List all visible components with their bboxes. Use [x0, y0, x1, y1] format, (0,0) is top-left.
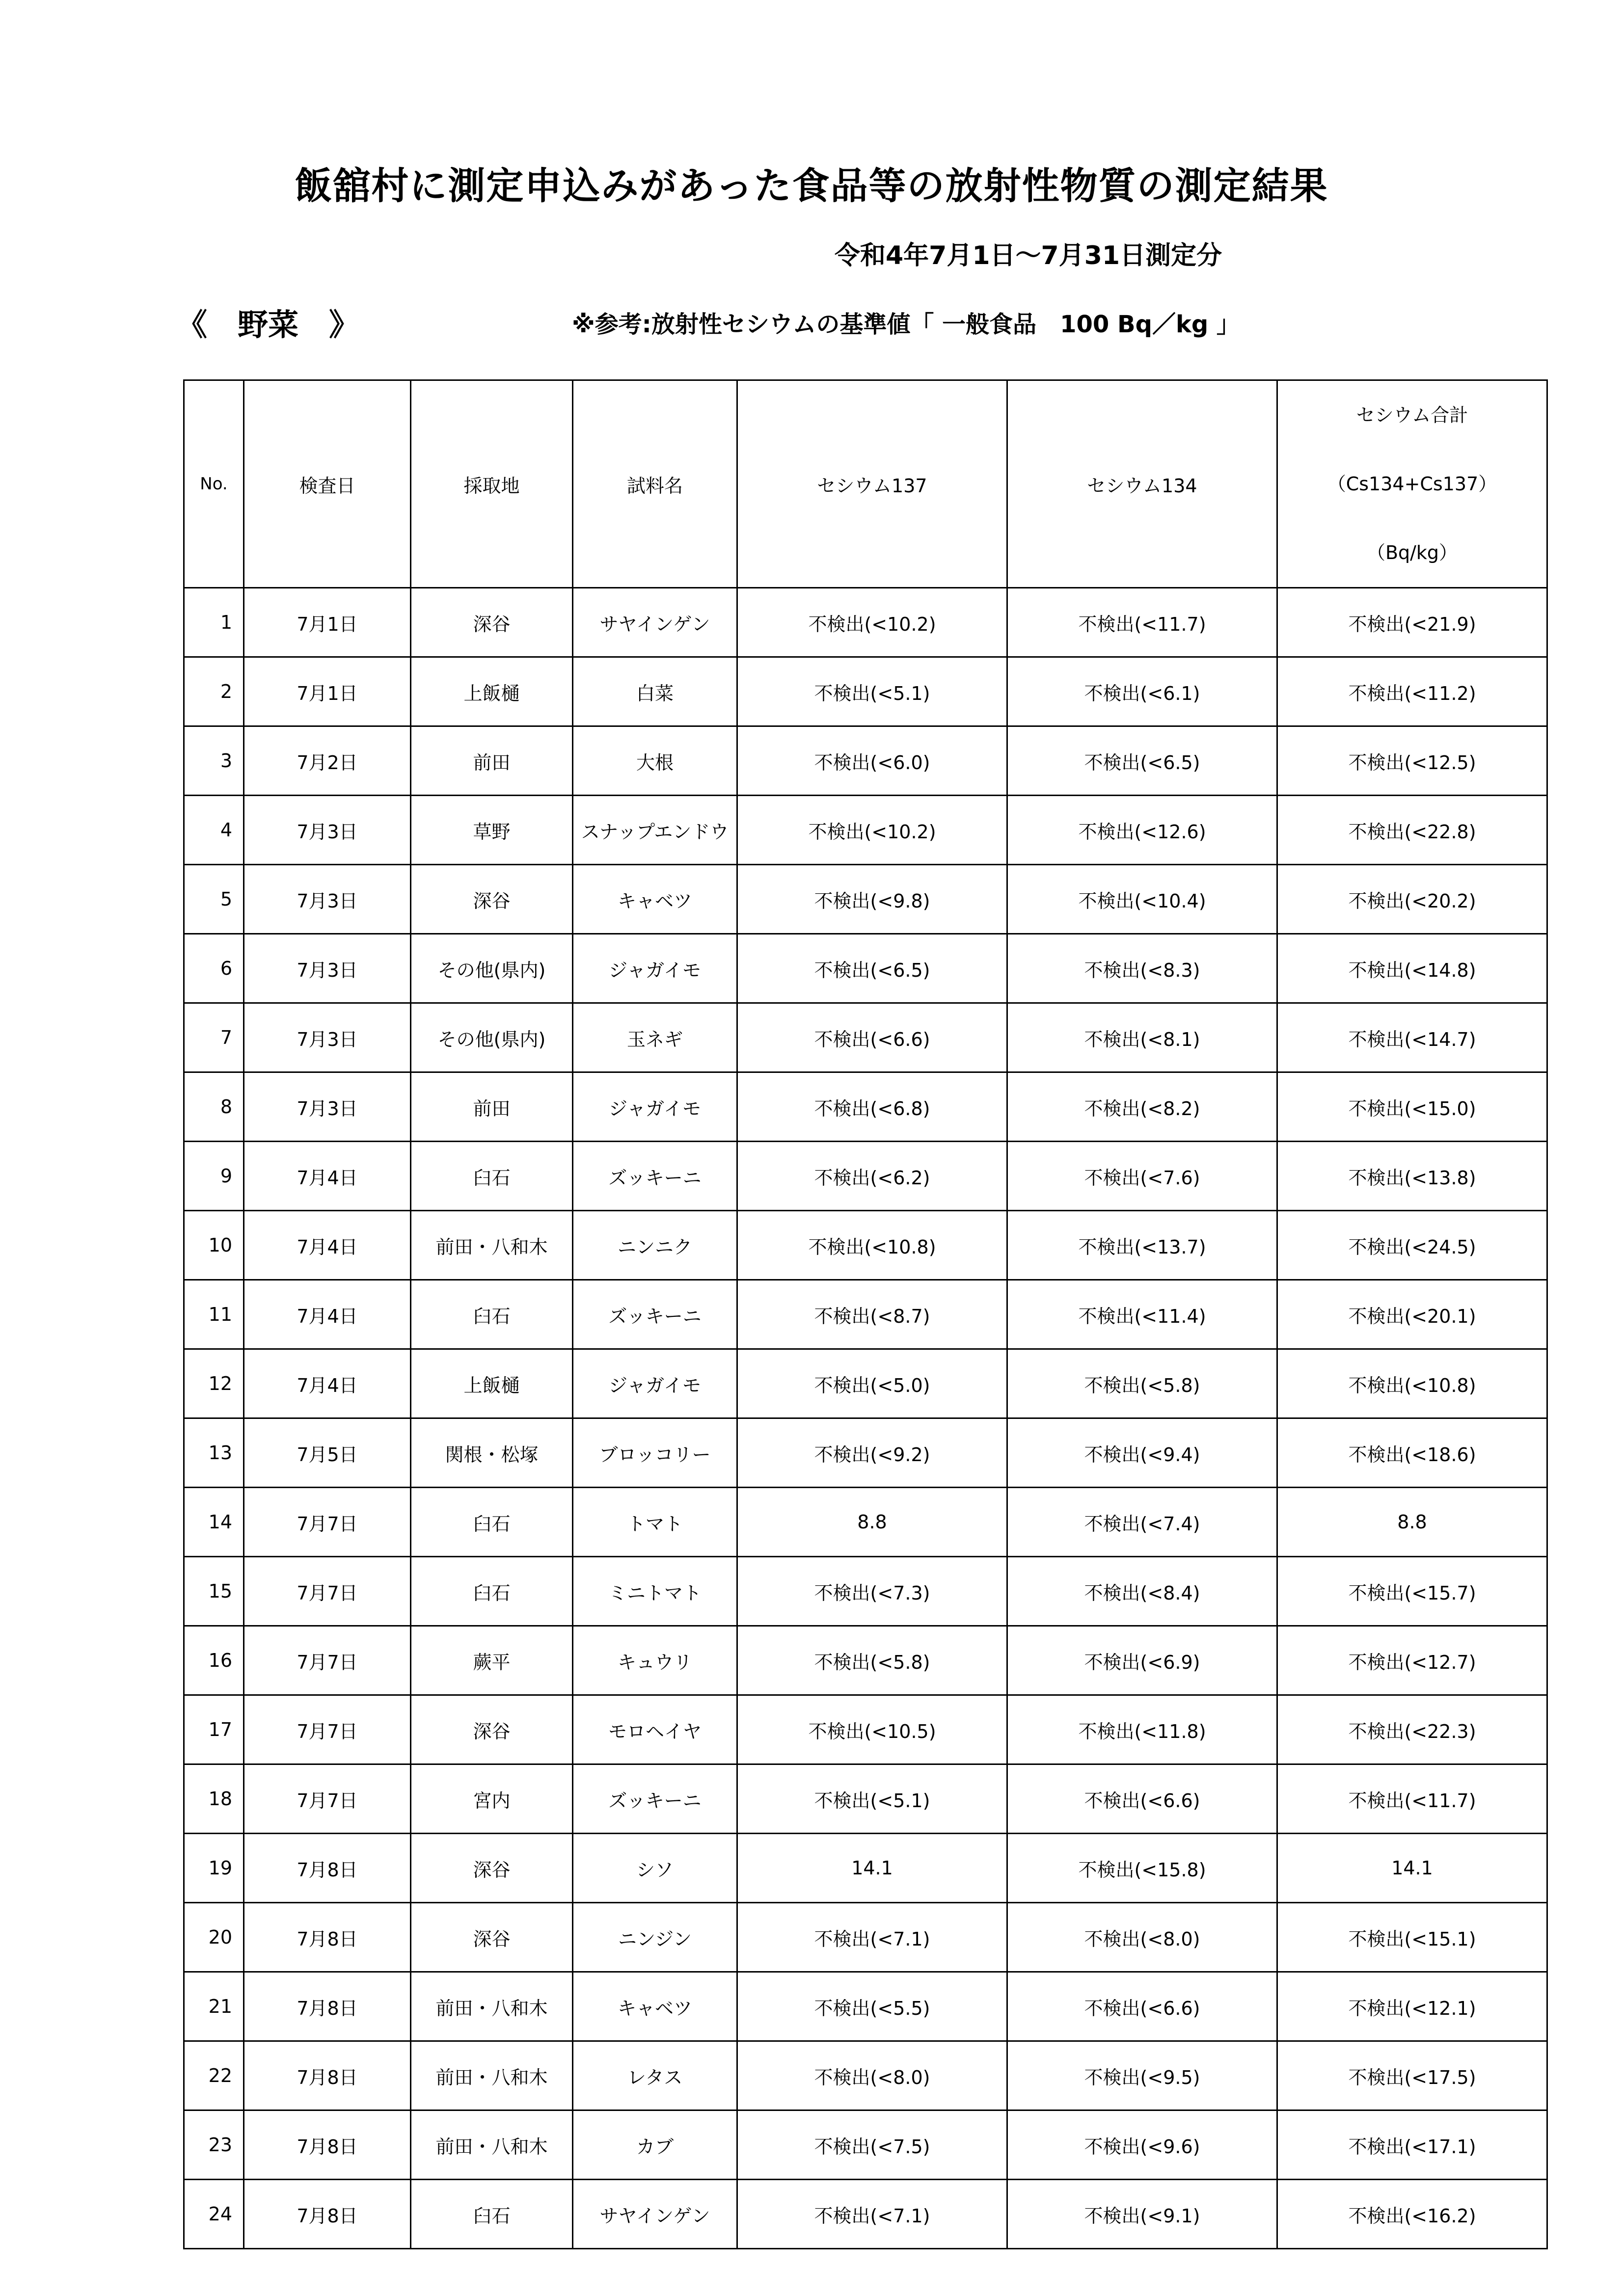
- cell-no: 8: [184, 1072, 244, 1142]
- cell-no: 22: [184, 2041, 244, 2110]
- cell-date: 7月8日: [244, 2110, 411, 2180]
- results-table: [183, 379, 1548, 2249]
- cell-sample: 白菜: [573, 657, 737, 726]
- cell-total: 不検出(<13.8): [1277, 1142, 1547, 1211]
- cell-date: 7月3日: [244, 1072, 411, 1142]
- cell-total: 不検出(<12.7): [1277, 1626, 1547, 1695]
- cell-total: 不検出(<15.7): [1277, 1557, 1547, 1626]
- cell-cs134: 不検出(<8.1): [1007, 1003, 1277, 1072]
- cell-date: 7月2日: [244, 726, 411, 796]
- cell-location: 上飯樋: [411, 1349, 573, 1418]
- cell-sample: ズッキーニ: [573, 1764, 737, 1834]
- header-no: No.: [184, 380, 244, 588]
- cell-total: 不検出(<14.8): [1277, 934, 1547, 1003]
- cell-sample: トマト: [573, 1488, 737, 1557]
- cell-no: 4: [184, 796, 244, 865]
- cell-sample: ミニトマト: [573, 1557, 737, 1626]
- cell-total: 不検出(<12.5): [1277, 726, 1547, 796]
- table-row: [184, 934, 1547, 1003]
- cell-no: 1: [184, 588, 244, 657]
- cell-cs134: 不検出(<9.1): [1007, 2180, 1277, 2249]
- cell-cs137: 不検出(<7.3): [737, 1557, 1007, 1626]
- cell-location: 宮内: [411, 1764, 573, 1834]
- cell-no: 19: [184, 1834, 244, 1903]
- table-row: [184, 1072, 1547, 1142]
- table-row: [184, 1349, 1547, 1418]
- cell-total: 不検出(<22.8): [1277, 796, 1547, 865]
- cell-sample: カブ: [573, 2110, 737, 2180]
- cell-date: 7月7日: [244, 1626, 411, 1695]
- cell-date: 7月3日: [244, 934, 411, 1003]
- measurement-period: 令和4年7月1日～7月31日測定分: [835, 241, 1222, 270]
- cell-date: 7月1日: [244, 588, 411, 657]
- cell-total: 不検出(<15.0): [1277, 1072, 1547, 1142]
- category-heading: 《 野菜 》: [177, 307, 360, 343]
- table-row: [184, 1418, 1547, 1488]
- cell-date: 7月8日: [244, 2180, 411, 2249]
- cell-no: 5: [184, 865, 244, 934]
- cell-location: 前田・八和木: [411, 2110, 573, 2180]
- cell-location: 前田・八和木: [411, 1211, 573, 1280]
- cell-cs137: 不検出(<7.1): [737, 1903, 1007, 1972]
- cell-cs134: 不検出(<6.5): [1007, 726, 1277, 796]
- cell-sample: キャベツ: [573, 865, 737, 934]
- cell-sample: サヤインゲン: [573, 2180, 737, 2249]
- header-date: 検査日: [244, 380, 411, 588]
- cell-sample: シソ: [573, 1834, 737, 1903]
- cell-location: 深谷: [411, 865, 573, 934]
- cell-sample: ニンニク: [573, 1211, 737, 1280]
- cell-no: 6: [184, 934, 244, 1003]
- cell-location: 臼石: [411, 1557, 573, 1626]
- table-row: [184, 1834, 1547, 1903]
- cell-sample: ブロッコリー: [573, 1418, 737, 1488]
- cell-location: 上飯樋: [411, 657, 573, 726]
- cell-cs134: 不検出(<10.4): [1007, 865, 1277, 934]
- cell-date: 7月8日: [244, 1834, 411, 1903]
- cell-cs137: 不検出(<5.5): [737, 1972, 1007, 2041]
- cell-cs137: 8.8: [737, 1488, 1007, 1557]
- cell-cs137: 不検出(<10.2): [737, 796, 1007, 865]
- cell-cs137: 不検出(<9.2): [737, 1418, 1007, 1488]
- cell-cs137: 14.1: [737, 1834, 1007, 1903]
- cell-location: 前田・八和木: [411, 2041, 573, 2110]
- cell-sample: 玉ネギ: [573, 1003, 737, 1072]
- cell-location: その他(県内): [411, 934, 573, 1003]
- table-row: [184, 2110, 1547, 2180]
- table-row: [184, 1142, 1547, 1211]
- table-row: [184, 1280, 1547, 1349]
- table-row: [184, 1626, 1547, 1695]
- cell-sample: ズッキーニ: [573, 1142, 737, 1211]
- cell-cs137: 不検出(<6.6): [737, 1003, 1007, 1072]
- table-row: [184, 2180, 1547, 2249]
- cell-sample: サヤインゲン: [573, 588, 737, 657]
- cell-cs134: 不検出(<8.4): [1007, 1557, 1277, 1626]
- cell-cs134: 不検出(<11.4): [1007, 1280, 1277, 1349]
- cell-no: 12: [184, 1349, 244, 1418]
- cell-no: 10: [184, 1211, 244, 1280]
- cell-cs137: 不検出(<6.2): [737, 1142, 1007, 1211]
- table-row: [184, 865, 1547, 934]
- cell-cs134: 不検出(<7.4): [1007, 1488, 1277, 1557]
- cell-total: 14.1: [1277, 1834, 1547, 1903]
- cell-date: 7月4日: [244, 1211, 411, 1280]
- cell-cs134: 不検出(<9.4): [1007, 1418, 1277, 1488]
- table-header-row: [184, 380, 1547, 588]
- cell-cs134: 不検出(<7.6): [1007, 1142, 1277, 1211]
- cell-date: 7月4日: [244, 1280, 411, 1349]
- cell-cs134: 不検出(<11.8): [1007, 1695, 1277, 1764]
- cell-location: 臼石: [411, 1488, 573, 1557]
- cell-location: 深谷: [411, 1903, 573, 1972]
- header-sample: 試料名: [573, 380, 737, 588]
- cell-location: 深谷: [411, 1695, 573, 1764]
- cell-total: 不検出(<17.1): [1277, 2110, 1547, 2180]
- cell-date: 7月7日: [244, 1557, 411, 1626]
- cell-location: 深谷: [411, 588, 573, 657]
- cell-no: 15: [184, 1557, 244, 1626]
- cell-date: 7月4日: [244, 1349, 411, 1418]
- cell-cs137: 不検出(<10.8): [737, 1211, 1007, 1280]
- cell-total: 8.8: [1277, 1488, 1547, 1557]
- table-row: [184, 1972, 1547, 2041]
- cell-cs134: 不検出(<6.9): [1007, 1626, 1277, 1695]
- table-row: [184, 1488, 1547, 1557]
- cell-cs137: 不検出(<10.2): [737, 588, 1007, 657]
- cell-sample: 大根: [573, 726, 737, 796]
- cell-cs134: 不検出(<11.7): [1007, 588, 1277, 657]
- table-row: [184, 796, 1547, 865]
- cell-sample: ズッキーニ: [573, 1280, 737, 1349]
- cell-location: 前田: [411, 1072, 573, 1142]
- cell-cs137: 不検出(<7.1): [737, 2180, 1007, 2249]
- header-total-line2: （Cs134+Cs137）: [1327, 473, 1497, 495]
- cell-sample: ニンジン: [573, 1903, 737, 1972]
- cell-date: 7月5日: [244, 1418, 411, 1488]
- cell-total: 不検出(<11.7): [1277, 1764, 1547, 1834]
- cell-date: 7月8日: [244, 1972, 411, 2041]
- cell-cs134: 不検出(<15.8): [1007, 1834, 1277, 1903]
- cell-date: 7月3日: [244, 865, 411, 934]
- cell-sample: ジャガイモ: [573, 1349, 737, 1418]
- cell-cs137: 不検出(<8.7): [737, 1280, 1007, 1349]
- cell-cs134: 不検出(<9.5): [1007, 2041, 1277, 2110]
- cell-cs134: 不検出(<6.6): [1007, 1972, 1277, 2041]
- cell-location: 深谷: [411, 1834, 573, 1903]
- cell-sample: ジャガイモ: [573, 934, 737, 1003]
- cell-total: 不検出(<18.6): [1277, 1418, 1547, 1488]
- cell-sample: レタス: [573, 2041, 737, 2110]
- cell-location: 関根・松塚: [411, 1418, 573, 1488]
- cell-sample: キュウリ: [573, 1626, 737, 1695]
- table-row: [184, 2041, 1547, 2110]
- header-total-line3: （Bq/kg）: [1366, 542, 1458, 563]
- cell-cs137: 不検出(<5.1): [737, 1764, 1007, 1834]
- table-row: [184, 1003, 1547, 1072]
- cell-location: 草野: [411, 796, 573, 865]
- cell-no: 13: [184, 1418, 244, 1488]
- cell-cs137: 不検出(<5.1): [737, 657, 1007, 726]
- cell-total: 不検出(<21.9): [1277, 588, 1547, 657]
- cell-cs137: 不検出(<6.5): [737, 934, 1007, 1003]
- cell-cs134: 不検出(<13.7): [1007, 1211, 1277, 1280]
- cell-cs134: 不検出(<6.1): [1007, 657, 1277, 726]
- cell-cs134: 不検出(<6.6): [1007, 1764, 1277, 1834]
- cell-location: 蕨平: [411, 1626, 573, 1695]
- cell-total: 不検出(<14.7): [1277, 1003, 1547, 1072]
- table-row: [184, 726, 1547, 796]
- cell-total: 不検出(<15.1): [1277, 1903, 1547, 1972]
- cell-total: 不検出(<17.5): [1277, 2041, 1547, 2110]
- cell-date: 7月3日: [244, 1003, 411, 1072]
- cell-sample: ジャガイモ: [573, 1072, 737, 1142]
- table-row: [184, 1764, 1547, 1834]
- cell-date: 7月8日: [244, 1903, 411, 1972]
- cell-no: 7: [184, 1003, 244, 1072]
- cell-location: 臼石: [411, 2180, 573, 2249]
- cell-no: 9: [184, 1142, 244, 1211]
- header-location: 採取地: [411, 380, 573, 588]
- header-total-line1: セシウム合計: [1356, 404, 1468, 426]
- cell-no: 23: [184, 2110, 244, 2180]
- header-cs137: セシウム137: [737, 380, 1007, 588]
- table-body: [184, 588, 1547, 2249]
- cell-date: 7月3日: [244, 796, 411, 865]
- cell-date: 7月7日: [244, 1488, 411, 1557]
- cell-location: 前田: [411, 726, 573, 796]
- cell-cs137: 不検出(<10.5): [737, 1695, 1007, 1764]
- cell-no: 14: [184, 1488, 244, 1557]
- table-row: [184, 1211, 1547, 1280]
- cell-cs134: 不検出(<9.6): [1007, 2110, 1277, 2180]
- cell-no: 3: [184, 726, 244, 796]
- table-row: [184, 657, 1547, 726]
- cell-no: 21: [184, 1972, 244, 2041]
- cell-total: 不検出(<22.3): [1277, 1695, 1547, 1764]
- cell-cs134: 不検出(<5.8): [1007, 1349, 1277, 1418]
- cell-total: 不検出(<12.1): [1277, 1972, 1547, 2041]
- cell-cs134: 不検出(<8.3): [1007, 934, 1277, 1003]
- cell-cs134: 不検出(<8.0): [1007, 1903, 1277, 1972]
- cell-cs137: 不検出(<5.0): [737, 1349, 1007, 1418]
- cell-cs134: 不検出(<8.2): [1007, 1072, 1277, 1142]
- cell-date: 7月4日: [244, 1142, 411, 1211]
- table-row: [184, 588, 1547, 657]
- cell-total: 不検出(<16.2): [1277, 2180, 1547, 2249]
- cell-no: 11: [184, 1280, 244, 1349]
- cell-location: その他(県内): [411, 1003, 573, 1072]
- cell-date: 7月7日: [244, 1695, 411, 1764]
- cell-no: 18: [184, 1764, 244, 1834]
- table-row: [184, 1695, 1547, 1764]
- cell-cs137: 不検出(<6.0): [737, 726, 1007, 796]
- cell-total: 不検出(<10.8): [1277, 1349, 1547, 1418]
- cell-no: 20: [184, 1903, 244, 1972]
- cell-sample: スナップエンドウ: [573, 796, 737, 865]
- cell-date: 7月1日: [244, 657, 411, 726]
- cell-total: 不検出(<11.2): [1277, 657, 1547, 726]
- cell-no: 24: [184, 2180, 244, 2249]
- cell-cs137: 不検出(<6.8): [737, 1072, 1007, 1142]
- cell-no: 16: [184, 1626, 244, 1695]
- cell-total: 不検出(<20.1): [1277, 1280, 1547, 1349]
- table-row: [184, 1903, 1547, 1972]
- cell-total: 不検出(<24.5): [1277, 1211, 1547, 1280]
- table-row: [184, 1557, 1547, 1626]
- cell-cs137: 不検出(<8.0): [737, 2041, 1007, 2110]
- cell-no: 2: [184, 657, 244, 726]
- cell-date: 7月8日: [244, 2041, 411, 2110]
- cell-location: 臼石: [411, 1142, 573, 1211]
- cell-location: 前田・八和木: [411, 1972, 573, 2041]
- cell-cs137: 不検出(<7.5): [737, 2110, 1007, 2180]
- cell-sample: モロヘイヤ: [573, 1695, 737, 1764]
- cell-cs134: 不検出(<12.6): [1007, 796, 1277, 865]
- cell-no: 17: [184, 1695, 244, 1764]
- cell-date: 7月7日: [244, 1764, 411, 1834]
- cell-location: 臼石: [411, 1280, 573, 1349]
- header-total: [1277, 380, 1547, 588]
- document-title: 飯舘村に測定申込みがあった食品等の放射性物質の測定結果: [295, 164, 1328, 208]
- header-cs134: セシウム134: [1007, 380, 1277, 588]
- cell-sample: キャベツ: [573, 1972, 737, 2041]
- cell-total: 不検出(<20.2): [1277, 865, 1547, 934]
- cell-cs137: 不検出(<9.8): [737, 865, 1007, 934]
- cell-cs137: 不検出(<5.8): [737, 1626, 1007, 1695]
- reference-note: ※参考:放射性セシウムの基準値「 一般食品 100 Bq／kg 」: [572, 311, 1240, 338]
